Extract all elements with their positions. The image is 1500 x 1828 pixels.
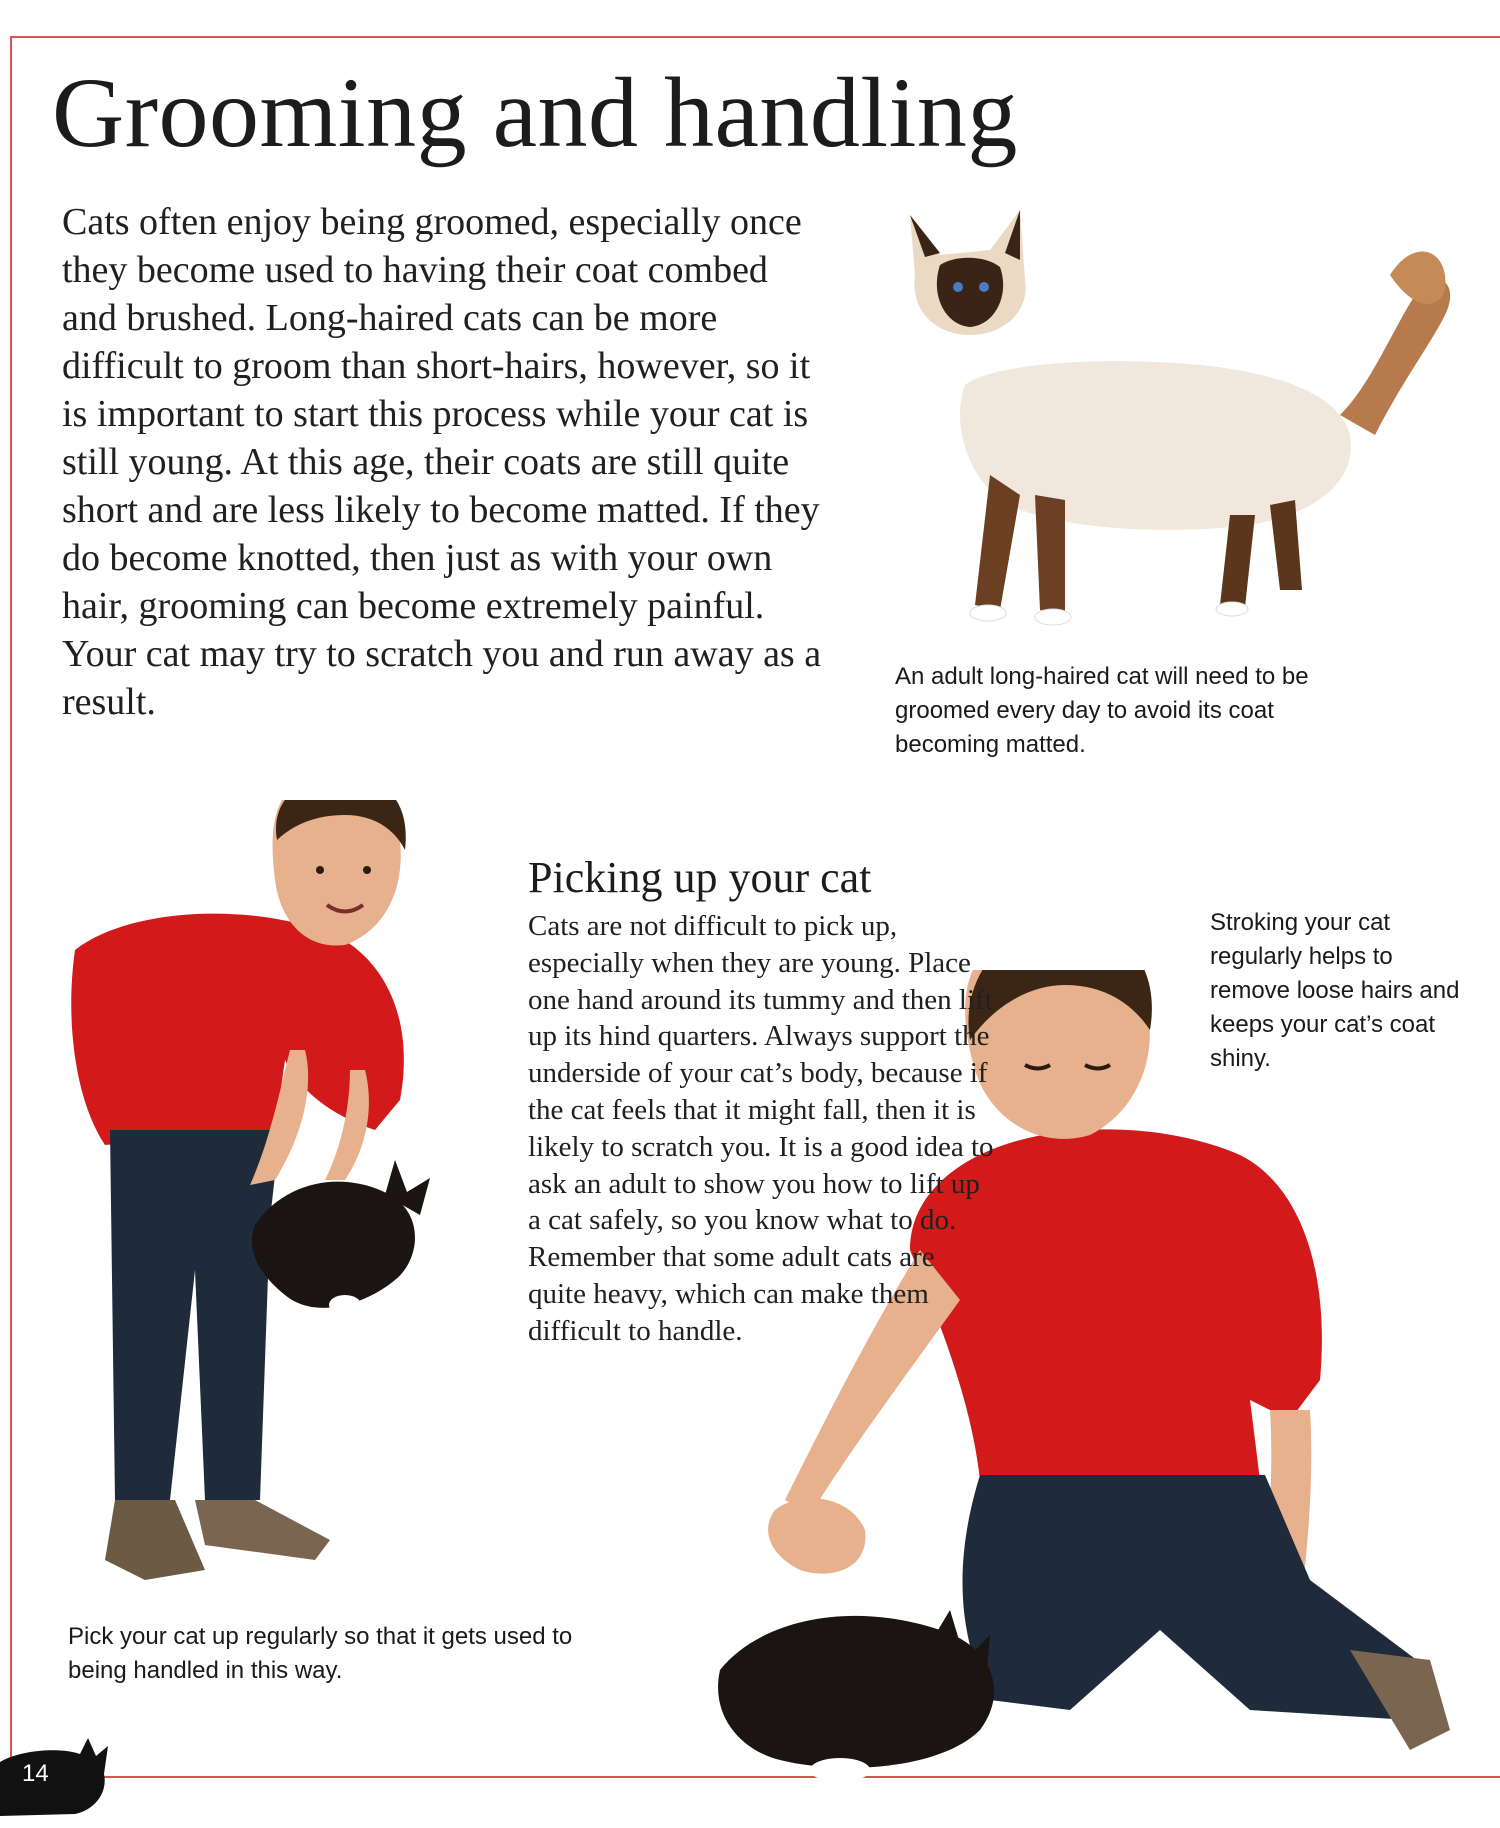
intro-paragraph: Cats often enjoy being groomed, especially once they become used to having their coat combed and brushed. Long-haired cats can be more difficult to groom than short-hairs, however, so it is important to start this process while your cat is still young. At this age, their coats are still quite short and are less likely to become matted. If they do become knotted, then just as with your own hair, grooming can become extremely painful. Your cat may try to scratch you and run away as a result.	[62, 201, 822, 723]
top-border-rule	[10, 36, 1500, 38]
cat-silhouette-icon	[0, 1732, 110, 1818]
caption-long-haired-cat: An adult long-haired cat will need to be groomed every day to avoid its coat becoming matted.	[895, 663, 1309, 758]
page-title: Grooming and handling	[52, 57, 1018, 168]
long-haired-cat-photo	[870, 195, 1460, 635]
section-heading: Picking up your cat	[528, 853, 872, 902]
caption-pick-up: Pick your cat up regularly so that it gets used to being handled in this way.	[68, 1623, 573, 1684]
page-number: 14	[22, 1760, 49, 1787]
section-body: Cats are not difficult to pick up, especially when they are young. Place one hand around its tummy and then lift up its hind quarters. Always support the underside of your cat’s body, because if the cat feels that it might fall, then it is likely to scratch you. It is a good idea to ask an adult to show you how to lift up a cat safely, so you know what to do. Remember that some adult cats are quite heavy, which can make them difficult to handle.	[528, 910, 994, 1347]
boy-lifting-kitten-photo	[45, 800, 490, 1610]
left-border-rule	[10, 36, 12, 1778]
caption-stroking: Stroking your cat regularly helps to remove loose hairs and keeps your cat’s coat shiny.	[1210, 909, 1460, 1072]
